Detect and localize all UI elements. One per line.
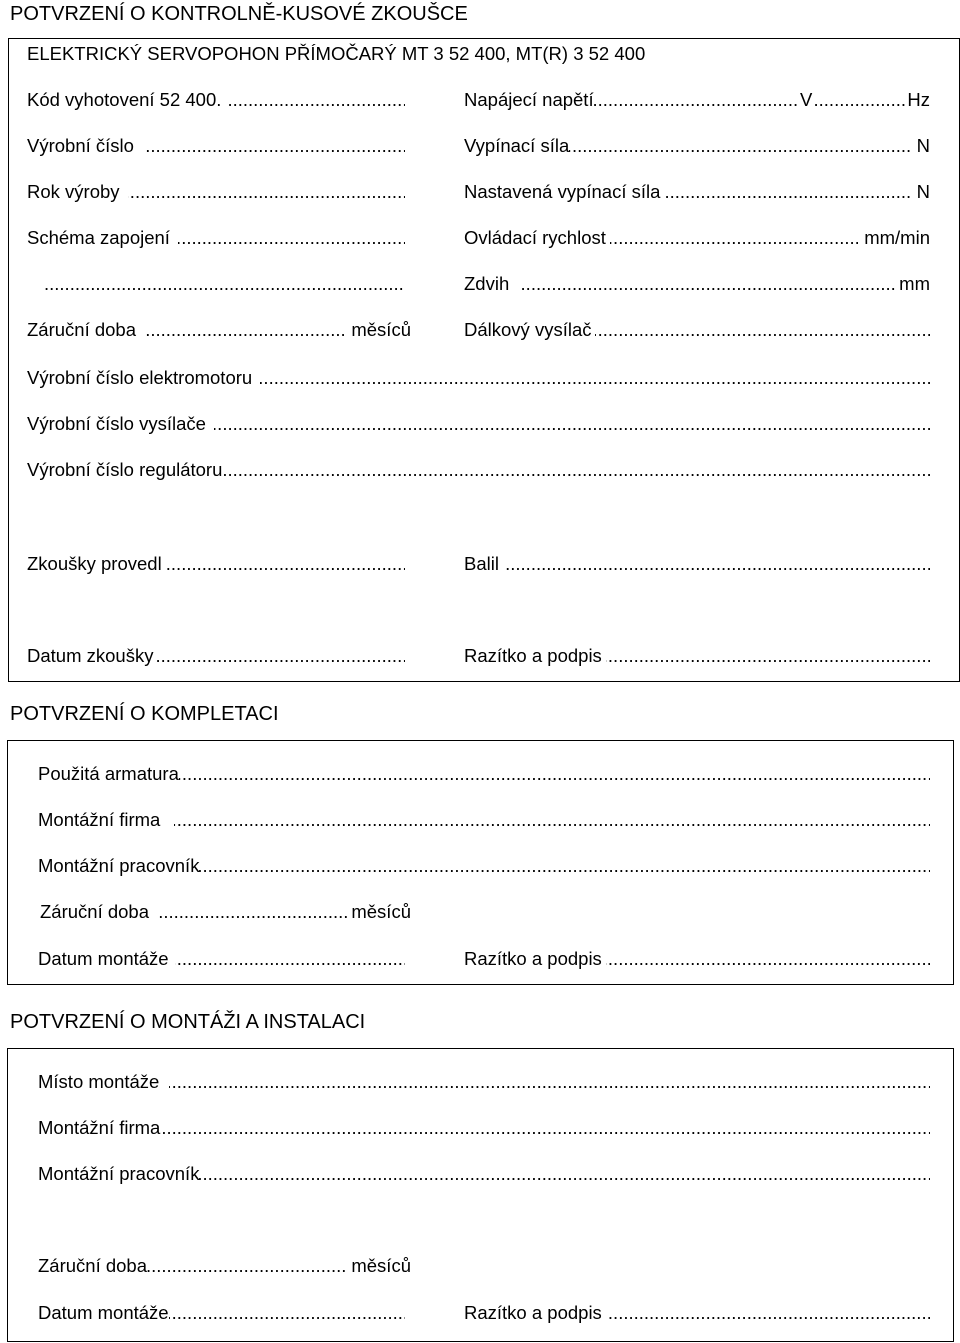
zarucni-doba-instalace-label: Záruční doba	[38, 1255, 148, 1276]
montazni-firma-field[interactable]	[38, 808, 930, 832]
zkousky-provedl-field[interactable]	[27, 552, 405, 576]
zdvih-label: Zdvih	[464, 272, 519, 296]
zarucni-doba-instalace-field[interactable]	[38, 1254, 411, 1278]
vyrobni-cislo-field[interactable]	[27, 134, 405, 158]
pouzita-armatura-label: Použitá armatura	[38, 763, 179, 784]
ovladaci-rychlost-label: Ovládací rychlost	[464, 226, 610, 250]
fill-dots	[464, 272, 930, 296]
section-heading-kontrolne-kusova-zkouska: POTVRZENÍ O KONTROLNĚ-KUSOVÉ ZKOUŠCE	[10, 3, 468, 25]
section-heading-montaz-instalace: POTVRZENÍ O MONTÁŽI A INSTALACI	[10, 1011, 366, 1033]
zdvih-unit: mm	[895, 272, 930, 296]
vyrobni-cislo-regulatoru-field[interactable]	[27, 458, 930, 482]
vypinaci-sila-label: Vypínací síla	[464, 135, 570, 156]
kod-vyhotoveni-label: Kód vyhotovení 52 400.	[27, 88, 227, 112]
datum-montaze-instalace-label: Datum montáže	[38, 1302, 169, 1323]
zarucni-doba-unit: měsíců	[347, 318, 411, 342]
misto-montaze-label: Místo montáže	[38, 1070, 169, 1094]
razitko-podpis-kompletace-label: Razítko a podpis	[464, 947, 606, 971]
schema-zapojeni-label: Schéma zapojení	[27, 226, 178, 250]
montazni-pracovnik-instalace-field[interactable]	[38, 1162, 930, 1186]
napajeci-napeti-field[interactable]	[464, 88, 930, 112]
dalkovy-vysilac-label: Dálkový vysílač	[464, 318, 595, 342]
datum-montaze-instalace-field[interactable]	[38, 1301, 405, 1325]
balil-field[interactable]	[464, 552, 930, 576]
product-title: ELEKTRICKÝ SERVOPOHON PŘÍMOČARÝ MT 3 52 400, MT(R) 3 52 400	[27, 43, 646, 64]
datum-zkousky-label: Datum zkoušky	[27, 645, 154, 666]
razitko-podpis-kompletace-field[interactable]	[464, 947, 930, 971]
montazni-pracovnik-label: Montážní pracovník	[38, 855, 200, 876]
fill-dots	[38, 1116, 930, 1140]
zarucni-doba-kompletace-label: Záruční doba	[40, 900, 157, 924]
dalkovy-vysilac-field[interactable]	[464, 318, 930, 342]
vyrobni-cislo-vysilace-label: Výrobní číslo vysílače	[27, 412, 214, 436]
datum-montaze-kompletace-label: Datum montáže	[38, 947, 175, 971]
vyrobni-cislo-vysilace-field[interactable]	[27, 412, 930, 436]
zarucni-doba-kompletace-unit: měsíců	[347, 900, 411, 924]
nastavena-vypinaci-sila-label: Nastavená vypínací síla	[464, 180, 664, 204]
montazni-firma-label: Montážní firma	[38, 808, 174, 832]
rok-vyroby-field[interactable]	[27, 180, 405, 204]
zkousky-provedl-label: Zkoušky provedl	[27, 552, 166, 576]
vypinaci-sila-field[interactable]	[464, 134, 930, 158]
pouzita-armatura-field[interactable]	[38, 762, 930, 786]
vyrobni-cislo-elektromotoru-field[interactable]	[27, 366, 930, 390]
vyrobni-cislo-label: Výrobní číslo	[27, 134, 144, 158]
section-heading-kompletace: POTVRZENÍ O KOMPLETACI	[10, 703, 279, 725]
napajeci-unit-hz: Hz	[907, 89, 930, 110]
montazni-pracovnik-instalace-label: Montážní pracovník	[38, 1163, 200, 1184]
kod-vyhotoveni-field[interactable]	[27, 88, 405, 112]
fill-dots	[38, 1070, 930, 1094]
razitko-podpis-instalace-label: Razítko a podpis	[464, 1301, 608, 1325]
montazni-pracovnik-field[interactable]	[38, 854, 930, 878]
schema-zapojeni-continuation[interactable]	[44, 272, 405, 296]
balil-label: Balil	[464, 552, 505, 576]
napajeci-napeti-label: Napájecí napětí	[464, 89, 594, 110]
montazni-firma-instalace-field[interactable]	[38, 1116, 930, 1140]
fill-dots	[464, 552, 930, 576]
napajeci-unit-v: V	[800, 89, 813, 110]
rychlost-unit: mm/min	[858, 226, 930, 250]
nastavena-unit-n: N	[911, 180, 930, 204]
vyrobni-cislo-regulatoru-label: Výrobní číslo regulátoru	[27, 459, 223, 480]
zarucni-doba-field[interactable]	[27, 318, 411, 342]
zarucni-doba-instalace-unit: měsíců	[347, 1254, 411, 1278]
nastavena-vypinaci-sila-field[interactable]	[464, 180, 930, 204]
vyrobni-cislo-elektromotoru-label: Výrobní číslo elektromotoru	[27, 366, 260, 390]
vypinaci-unit-n: N	[911, 134, 930, 158]
schema-zapojeni-field[interactable]	[27, 226, 405, 250]
fill-dots	[44, 272, 405, 296]
montazni-firma-instalace-label: Montážní firma	[38, 1117, 161, 1138]
zarucni-doba-kompletace-field[interactable]	[40, 900, 411, 924]
datum-montaze-kompletace-field[interactable]	[38, 947, 405, 971]
zarucni-doba-label: Záruční doba	[27, 318, 144, 342]
ovladaci-rychlost-field[interactable]	[464, 226, 930, 250]
zdvih-field[interactable]	[464, 272, 930, 296]
misto-montaze-field[interactable]	[38, 1070, 930, 1094]
razitko-podpis-instalace-field[interactable]	[464, 1301, 930, 1325]
razitko-podpis-field[interactable]	[464, 644, 930, 668]
rok-vyroby-label: Rok výroby	[27, 180, 128, 204]
razitko-podpis-label: Razítko a podpis	[464, 644, 606, 668]
datum-zkousky-field[interactable]	[27, 644, 405, 668]
